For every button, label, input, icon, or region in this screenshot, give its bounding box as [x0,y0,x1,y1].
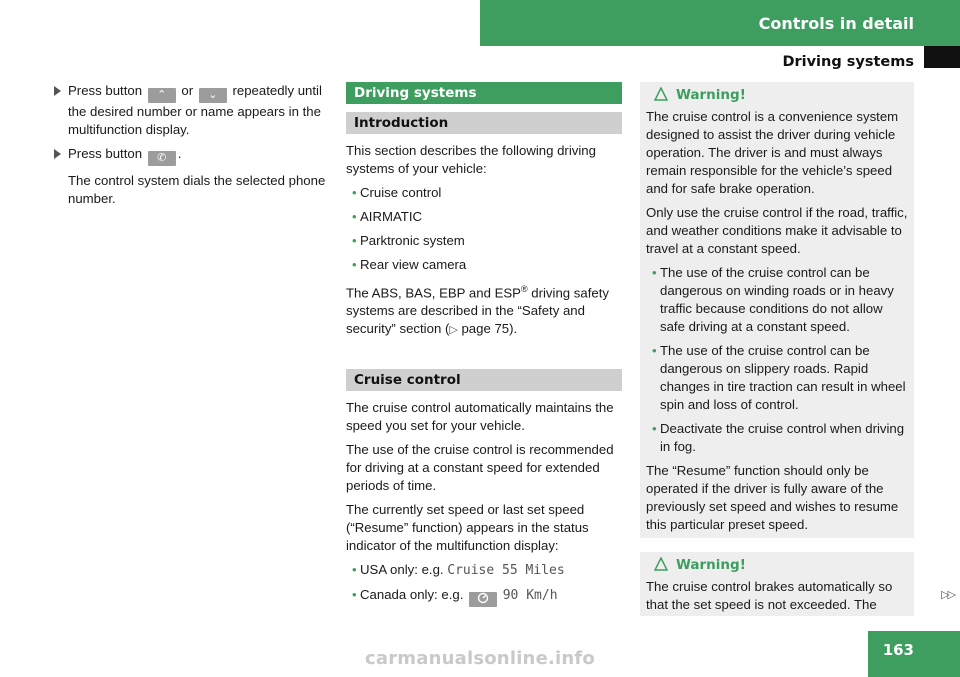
down-button-icon: ⌄ [199,88,227,103]
cruise-control-icon [469,592,497,607]
paragraph-text: driving safety systems are described in the “Safety and security” section ( [346,285,609,337]
step-text: or [181,83,194,98]
column-right [640,82,914,630]
continued-arrow-icon: ▷▷ [941,589,954,601]
paragraph: Only use the cruise control if the road, traffic, and weather conditions make it advisable to travel at a constant speed. [646,205,908,256]
section-title: Driving systems [782,54,914,70]
list-item: • The use of the cruise control can be dangerous on winding roads or in heavy traffic because conditions do not allow safe driving at a constant speed. [646,264,908,336]
warning-heading [646,556,908,574]
paragraph: The use of the cruise control is recommended for driving at a constant speed for extended periods of time. [346,442,614,494]
list-item: • Deactivate the cruise control when driving in fog. [646,420,908,456]
display-readout: 90 Km/h [502,588,558,604]
list-item [346,561,622,580]
warning-label: Warning! [676,557,746,573]
list-item: • The use of the cruise control can be dangerous on slippery roads. Rapid changes in tire traction can result in wheel spin and loss of control. [646,342,908,414]
paragraph: The cruise control is a convenience system designed to assist the driver during vehicle operation. The driver is and must always remain responsible for the vehicle’s speed and for safe brake operation. [646,109,899,196]
warning-triangle-icon [654,557,668,571]
paragraph: This section describes the following driving systems of your vehicle: [346,143,596,176]
page-ref-link[interactable]: page 75). [457,321,518,337]
step-arrow-icon [54,86,61,96]
instruction-step [54,82,332,139]
warning-heading [646,86,908,104]
watermark: carmanualsonline.info [364,648,596,669]
paragraph: The cruise control automatically maintains the speed you set for your vehicle. [346,400,614,434]
step-result: The control system dials the selected phone number. [68,173,326,206]
list-item: • Parktronic system [346,232,622,250]
list-item: • Rear view camera [346,256,622,274]
subsection-heading: Introduction [346,112,622,134]
warning-label: Warning! [676,87,746,103]
chapter-title: Controls in detail [758,13,914,33]
step-text: repeatedly until the desired number or name appears in the multifunction display. [68,83,322,137]
subsection-heading: Cruise control [346,369,622,391]
paragraph: The currently set speed or last set speed (“Resume” function) appears in the status indicator of the multifunction display: [346,502,589,554]
paragraph: The “Resume” function should only be operated if the driver is fully aware of the previously set speed and wishes to resume this particular preset speed. [646,463,899,532]
warning-triangle-icon [654,87,668,101]
column-middle [346,82,622,613]
paragraph-text: The ABS, BAS, EBP and ESP [346,285,521,301]
registered-mark: ® [520,284,528,294]
display-readout: Cruise 55 Miles [447,563,565,579]
step-text: . [177,146,182,161]
warning-box [640,552,914,616]
section-heading: Driving systems [346,82,622,104]
list-item [346,586,622,607]
list-item: • Cruise control [346,184,622,202]
instruction-step [54,145,332,166]
list-text: USA only: e.g. [360,562,444,578]
list-text: Canada only: e.g. [360,587,464,603]
chapter-tab [480,0,960,46]
page-ref-arrow-icon: ▷ [449,324,458,337]
warning-box [640,82,914,538]
step-text: Press button [68,146,143,161]
step-arrow-icon [54,149,61,159]
header-marker [924,46,960,68]
phone-button-icon: ✆ [148,151,176,166]
step-text: Press button [68,83,143,98]
list-item: • AIRMATIC [346,208,622,226]
paragraph: The cruise control brakes automatically so that the set speed is not exceeded. The [646,579,893,612]
paragraph [346,280,622,339]
column-left [54,82,332,214]
up-button-icon: ⌃ [148,88,176,103]
page-number: 163 [868,631,960,677]
